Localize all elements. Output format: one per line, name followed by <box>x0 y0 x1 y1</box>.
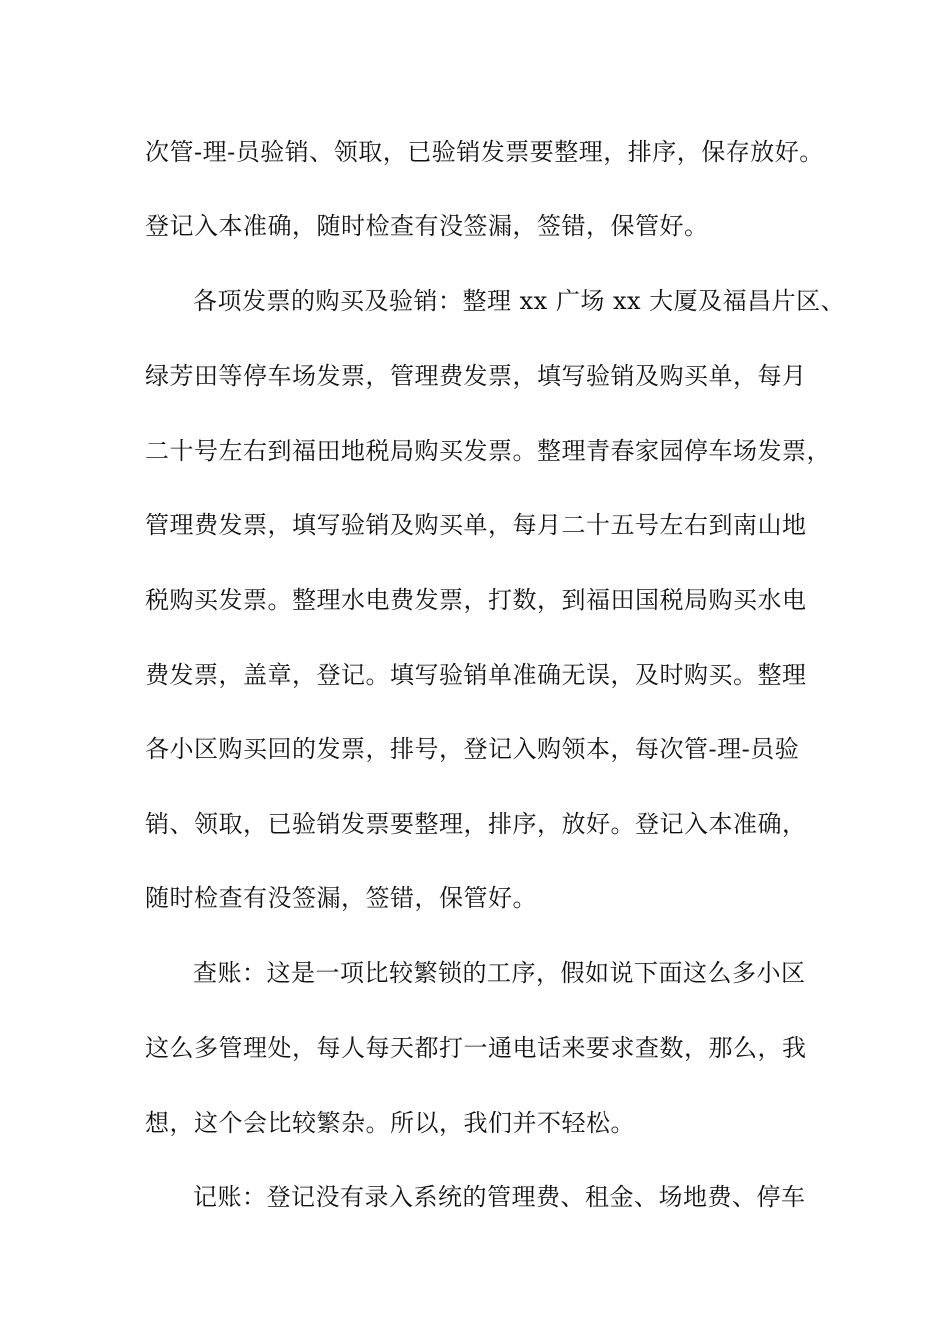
text-line: 登记入本准确，随时检查有没签漏，签错，保管好。 <box>145 212 709 240</box>
text-line: 随时检查有没签漏，签错，保管好。 <box>145 884 537 912</box>
text-line: 税购买发票。整理水电费发票，打数，到福田国税局购买水电 <box>145 586 807 614</box>
text-line: 绿芳田等停车场发票，管理费发票，填写验销及购买单，每月 <box>145 362 807 390</box>
text-line: 二十号左右到福田地税局购买发票。整理青春家园停车场发票， <box>145 437 831 465</box>
text-line: 想，这个会比较繁杂。所以，我们并不轻松。 <box>145 1109 635 1137</box>
paragraph-first-line: 各项发票的购买及验销：整理 xx 广场 xx 大厦及福昌片区、 <box>193 287 846 315</box>
text-line: 管理费发票，填写验销及购买单，每月二十五号左右到南山地 <box>145 511 807 539</box>
text-line: 销、领取，已验销发票要整理，排序，放好。登记入本准确， <box>145 810 807 838</box>
paragraph-first-line: 记账：登记没有录入系统的管理费、租金、场地费、停车 <box>193 1183 806 1211</box>
text-line: 费发票，盖章，登记。填写验销单准确无误，及时购买。整理 <box>145 661 807 689</box>
text-line: 各小区购买回的发票，排号，登记入购领本，每次管-理-员验 <box>145 735 800 763</box>
text-line: 次管-理-员验销、领取，已验销发票要整理，排序，保存放好。 <box>145 138 824 166</box>
paragraph-first-line: 查账：这是一项比较繁锁的工序，假如说下面这么多小区 <box>193 959 806 987</box>
text-line: 这么多管理处，每人每天都打一通电话来要求查数，那么，我 <box>145 1034 807 1062</box>
